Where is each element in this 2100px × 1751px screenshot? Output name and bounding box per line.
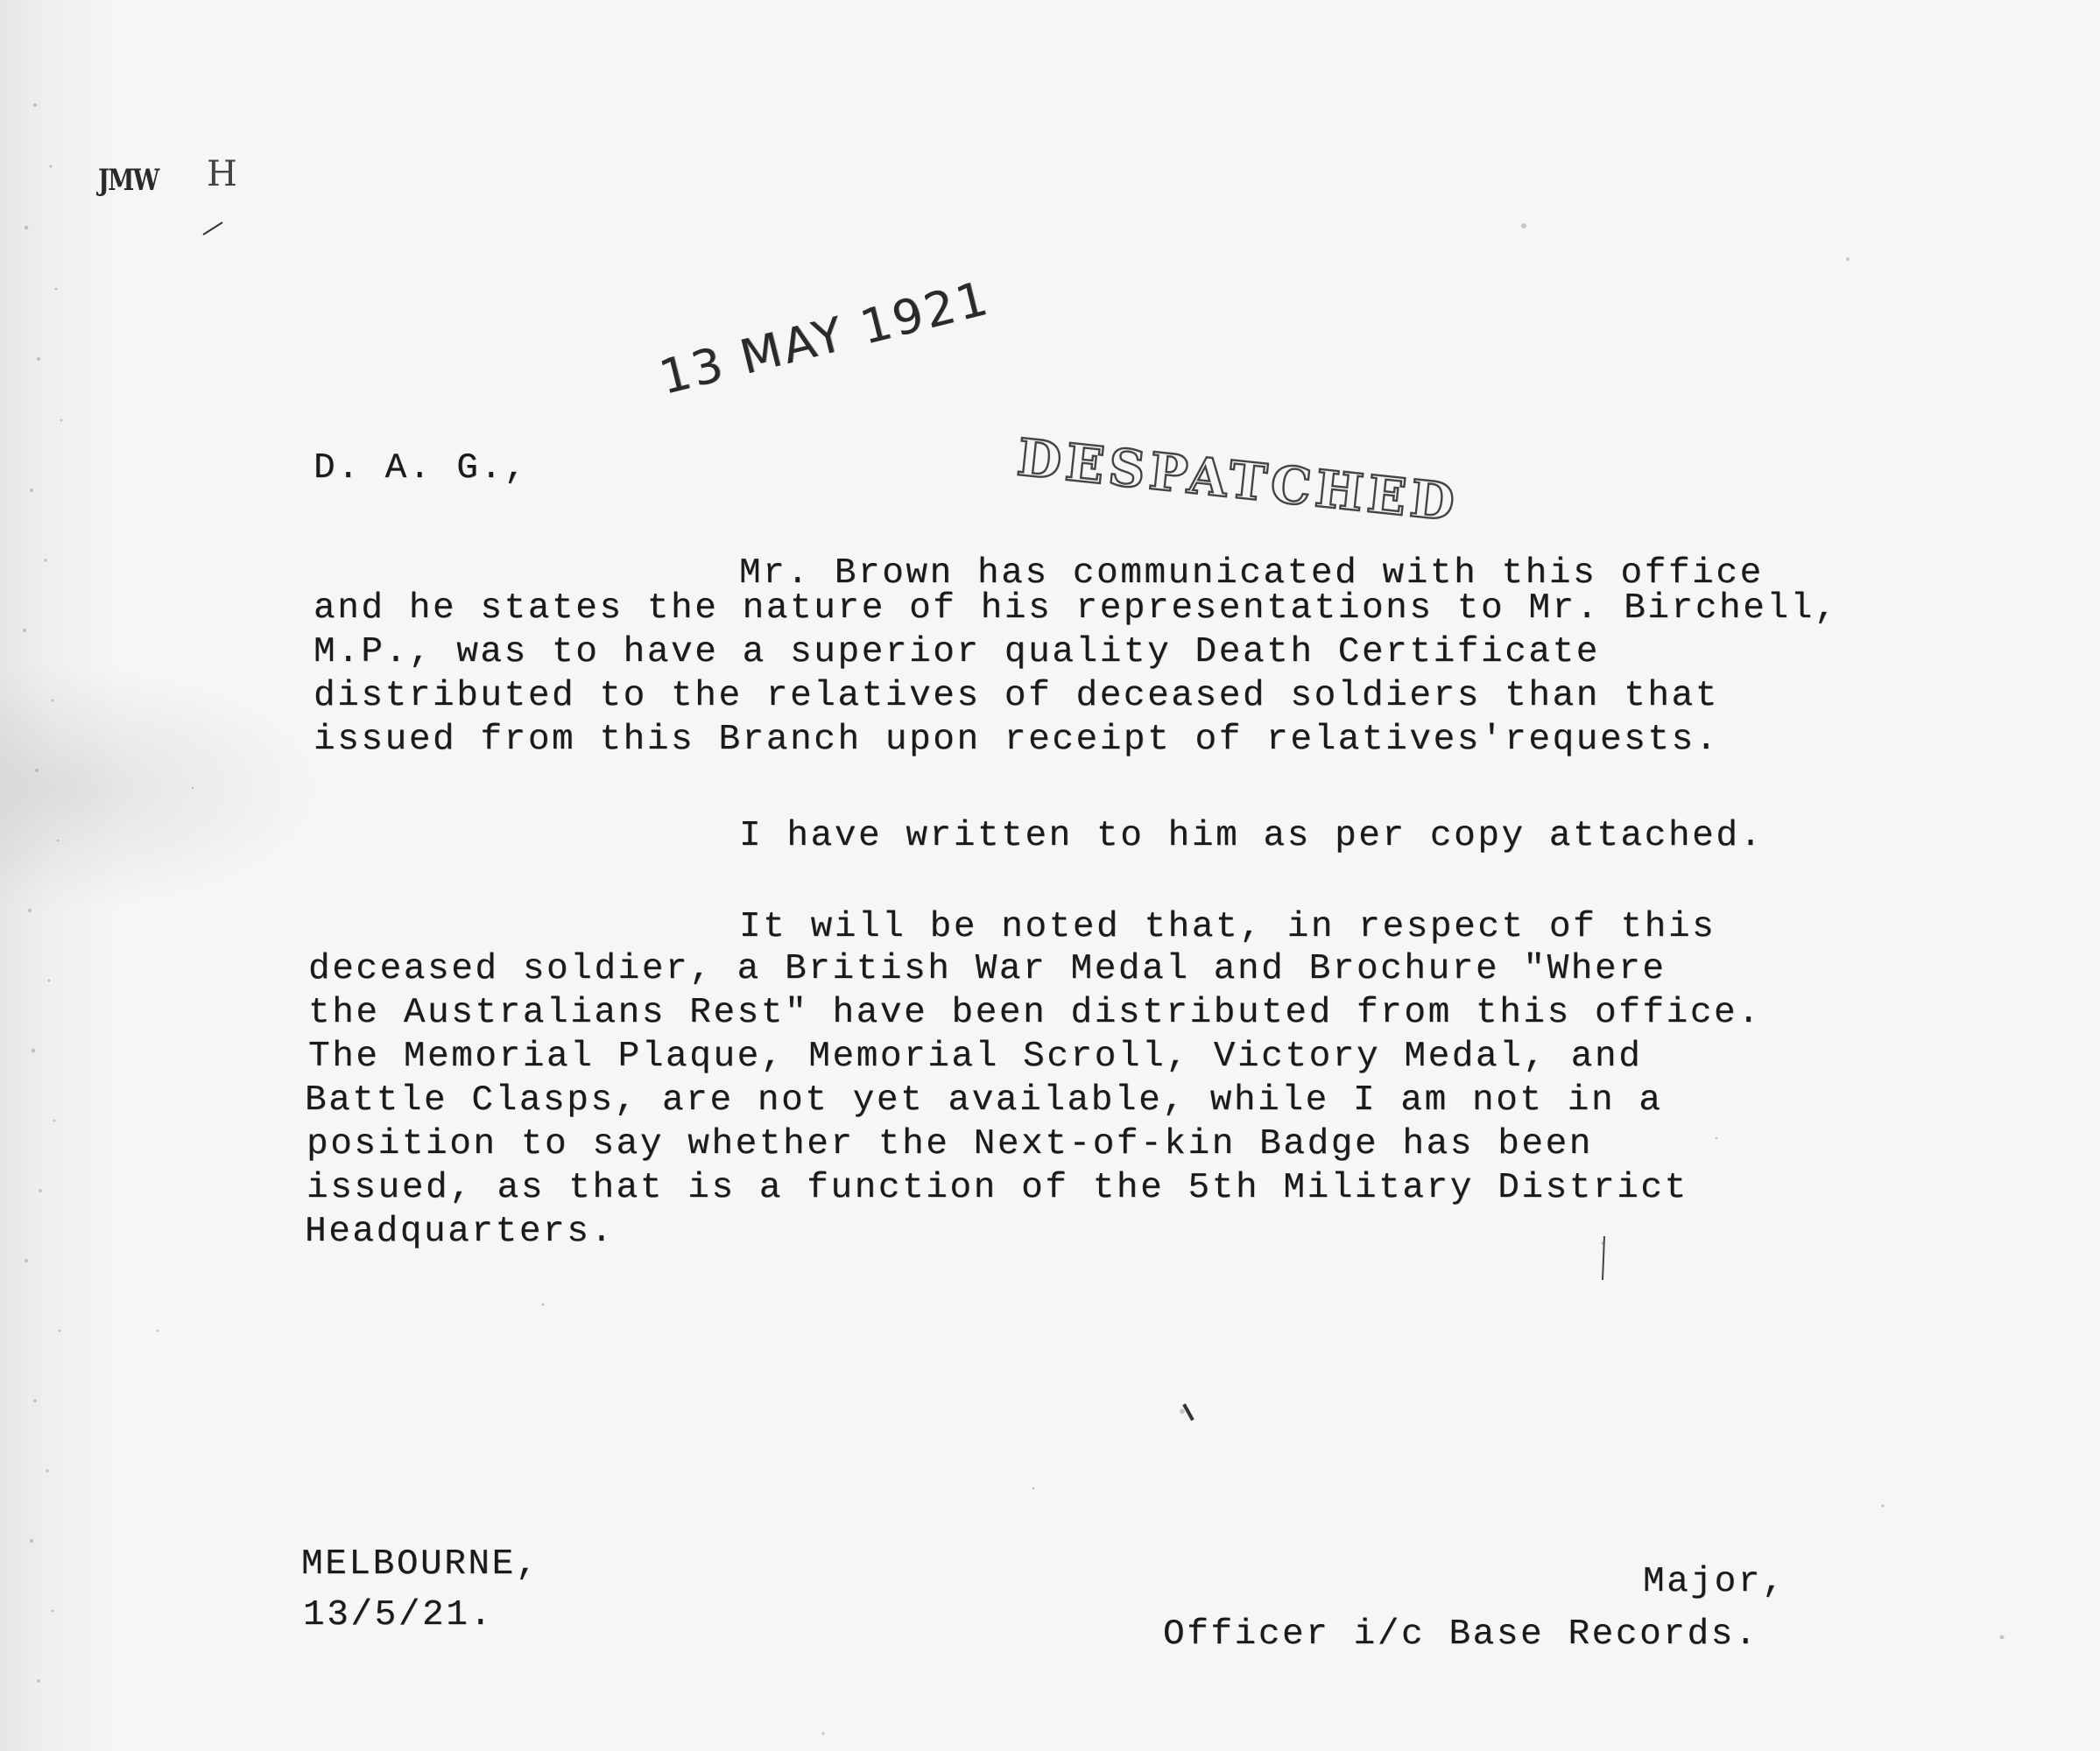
date-received-stamp: 13 MAY 1921 <box>653 270 996 405</box>
paragraph-line: distributed to the relatives of deceased soldiers than that <box>314 676 1720 716</box>
paragraph-line: Headquarters. <box>305 1212 615 1252</box>
paragraph-line: and he states the nature of his representations to Mr. Birchell, <box>314 588 1839 629</box>
paragraph-line: Battle Clasps, are not yet available, while I am not in a <box>305 1080 1663 1121</box>
paragraph-line: issued, as that is a function of the 5th Military District <box>307 1168 1688 1208</box>
signatory-title: Officer i/c Base Records. <box>1163 1614 1759 1655</box>
paragraph-line: position to say whether the Next-of-kin Badge has been <box>307 1124 1594 1164</box>
paragraph-line: the Australians Rest" have been distributed from this office. <box>308 993 1762 1033</box>
issue-date: 13/5/21. <box>303 1595 494 1635</box>
paragraph-line: issued from this Branch upon receipt of relatives'requests. <box>314 720 1720 760</box>
paragraph-line: M.P., was to have a superior quality Death Certificate <box>314 632 1601 672</box>
initials-mark: JMW <box>98 163 159 198</box>
paragraph-line: The Memorial Plaque, Memorial Scroll, Victory Medal, and <box>308 1037 1643 1077</box>
despatched-stamp: DESPATCHED <box>1014 427 1462 533</box>
place-of-issue: MELBOURNE, <box>301 1544 540 1585</box>
paragraph-line: deceased soldier, a British War Medal and Brochure "Where <box>308 949 1667 989</box>
paragraph-line: I have written to him as per copy attached. <box>739 816 1764 856</box>
signatory-rank: Major, <box>1643 1562 1786 1602</box>
initials-annotation: H <box>207 154 237 194</box>
paragraph-line: Mr. Brown has communicated with this office <box>739 553 1764 594</box>
paragraph-line: It will be noted that, in respect of this <box>739 907 1716 947</box>
addressee: D. A. G., <box>314 448 528 489</box>
